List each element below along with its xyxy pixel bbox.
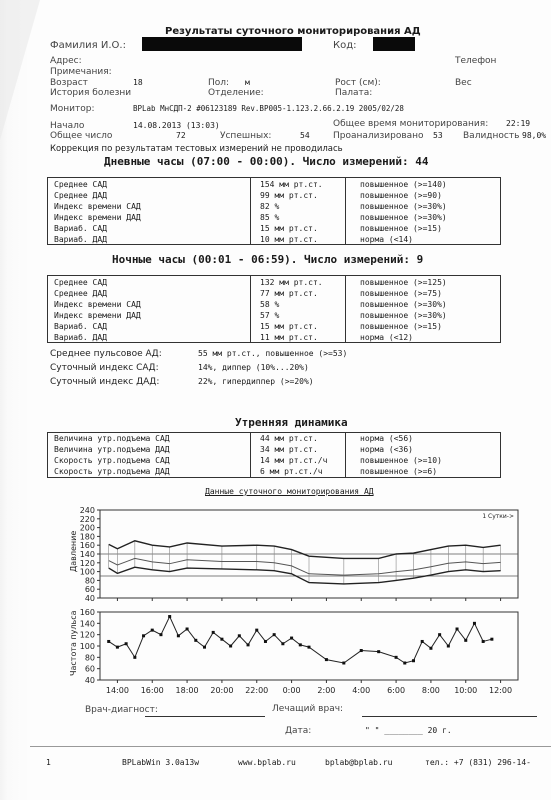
pulse-ytick-label: 60: [84, 664, 95, 674]
software-version: BPLabWin 3.0a13w: [122, 758, 200, 767]
date-template: " " ________ 20 г.: [365, 726, 452, 735]
pressure-ytick-label: 100: [79, 567, 95, 577]
pulse-point: [238, 634, 241, 637]
phone-label: Телефон: [455, 56, 497, 66]
day-row-status: повышенное (>=30%): [360, 202, 447, 211]
pulse-point: [412, 659, 415, 662]
pressure-series-1: [109, 567, 501, 584]
pressure-ytick-label: 120: [79, 558, 95, 568]
night-row-value: 58 %: [260, 300, 280, 309]
morning-row-value: 44 мм рт.ст.: [260, 434, 318, 443]
pulse-point: [325, 658, 328, 661]
x-tick-label: 0:00: [282, 686, 301, 695]
night-row-status: норма (<12): [360, 333, 413, 342]
chart-legend: 1 Сутки->: [482, 513, 514, 520]
pulse-point: [203, 646, 206, 649]
x-tick-label: 6:00: [387, 686, 406, 695]
pulse-ytick-label: 40: [84, 676, 95, 685]
morning-row-status: норма (<56): [360, 434, 413, 443]
doctor-sign-line: [145, 716, 265, 717]
correction-note: Коррекция по результатам тестовых измерений не проводилась: [50, 144, 343, 154]
day-row-status: норма (<14): [360, 235, 413, 244]
age-label: Возраст: [50, 78, 88, 88]
pressure-ytick-label: 60: [84, 585, 95, 595]
daily-index-dad-label: Суточный индекс ДАД:: [50, 377, 160, 387]
pulse-point: [360, 649, 363, 652]
day-divider-1: [250, 177, 251, 244]
daily-index-sad-value: 14%, диппер (10%...20%): [198, 363, 309, 372]
pulse-point: [395, 656, 398, 659]
morning-divider-2: [345, 432, 346, 477]
page-fold-shadow: [0, 0, 40, 140]
validity-value: 98,0%: [522, 131, 547, 140]
night-row-name: Вариаб. САД: [54, 322, 107, 331]
pulse-point: [194, 639, 197, 642]
night-row-value: 77 мм рт.ст.: [260, 289, 318, 298]
report-title: Результаты суточного мониторирования АД: [165, 26, 421, 37]
night-row-status: повышенное (>=30%): [360, 311, 447, 320]
pulse-point: [186, 628, 189, 631]
total-time-value: 22:19: [506, 119, 531, 128]
night-row-name: Вариаб. ДАД: [54, 333, 107, 342]
pulse-point: [133, 656, 136, 659]
sex-value: м: [245, 78, 250, 87]
page-number: 1: [46, 758, 51, 767]
daily-index-dad-value: 22%, гипердиппер (>=20%): [198, 377, 314, 386]
monitor-value: BPLab МнСДП-2 #06123189 Rev.BP005-1.123.2.66.2.19 2005/02/28: [133, 104, 404, 113]
analyzed-label: Проанализировано: [333, 131, 424, 141]
weight-label: Вес: [455, 78, 472, 88]
day-row-status: повышенное (>=15): [360, 224, 442, 233]
day-row-name: Вариаб. ДАД: [54, 235, 107, 244]
pulse-point: [447, 645, 450, 648]
night-row-status: повышенное (>=125): [360, 278, 447, 287]
morning-row-name: Скорость утр.подъема САД: [54, 456, 170, 465]
morning-row-value: 6 мм рт.ст./ч: [260, 467, 323, 476]
pulse-point: [220, 638, 223, 641]
pulse-point: [342, 662, 345, 665]
date-label: Дата:: [285, 726, 312, 736]
night-divider-1: [250, 275, 251, 342]
phone-text: тел.: +7 (831) 296-14-: [425, 758, 531, 767]
morning-row-status: повышенное (>=6): [360, 467, 438, 476]
pulse-point: [177, 634, 180, 637]
pulse-point: [490, 638, 493, 641]
redacted-code: [373, 37, 415, 51]
day-row-value: 154 мм рт.ст.: [260, 180, 323, 189]
pulse-point: [299, 643, 302, 646]
daily-index-sad-label: Суточный индекс САД:: [50, 363, 159, 373]
night-row-name: Среднее ДАД: [54, 289, 107, 298]
total-time-label: Общее время мониторирования:: [333, 119, 489, 129]
pulse-point: [290, 637, 293, 640]
pulse-point: [281, 642, 284, 645]
night-divider-2: [345, 275, 346, 342]
day-row-name: Среднее САД: [54, 180, 107, 189]
x-tick-label: 20:00: [210, 686, 234, 695]
pulse-point: [456, 628, 459, 631]
day-row-name: Индекс времени САД: [54, 202, 141, 211]
pulse-point: [247, 643, 250, 646]
notes-label: Примечания:: [50, 67, 112, 77]
pulse-point: [229, 645, 232, 648]
night-row-value: 11 мм рт.ст.: [260, 333, 318, 342]
x-tick-label: 16:00: [140, 686, 164, 695]
pressure-ytick-label: 180: [79, 532, 95, 542]
morning-row-name: Величина утр.подъема САД: [54, 434, 170, 443]
total-count-value: 72: [176, 131, 186, 140]
x-tick-label: 8:00: [421, 686, 440, 695]
footer-divider: [30, 746, 551, 747]
day-row-value: 85 %: [260, 213, 280, 222]
night-row-value: 132 мм рт.ст.: [260, 278, 323, 287]
day-row-status: повышенное (>=30%): [360, 213, 447, 222]
night-row-status: повышенное (>=75): [360, 289, 442, 298]
pulse-point: [116, 646, 119, 649]
analyzed-value: 53: [433, 131, 443, 140]
redacted-name: [142, 37, 302, 51]
day-row-name: Индекс времени ДАД: [54, 213, 141, 222]
total-count-label: Общее число: [50, 131, 113, 141]
department-label: Отделение:: [208, 88, 264, 98]
sex-label: Пол:: [208, 78, 230, 88]
pressure-ytick-label: 140: [79, 550, 95, 559]
pulse-ytick-label: 120: [79, 630, 95, 640]
day-row-value: 99 мм рт.ст.: [260, 191, 318, 200]
validity-label: Валидность: [463, 131, 520, 141]
morning-row-status: повышенное (>=10): [360, 456, 442, 465]
pressure-ytick-label: 220: [79, 514, 95, 524]
night-row-status: повышенное (>=30%): [360, 300, 447, 309]
pressure-ytick-label: 240: [79, 506, 95, 515]
x-tick-label: 14:00: [105, 686, 129, 695]
pulse-point: [151, 629, 154, 632]
chart-title: Данные суточного мониторирования АД: [205, 487, 374, 496]
night-row-value: 57 %: [260, 311, 280, 320]
pulse-point: [308, 646, 311, 649]
x-tick-label: 2:00: [317, 686, 336, 695]
pulse-point: [377, 650, 380, 653]
attending-label: Лечащий врач:: [272, 704, 344, 714]
night-row-status: повышенное (>=15): [360, 322, 442, 331]
pulse-point: [273, 633, 276, 636]
pulse-point: [255, 629, 258, 632]
pulse-point: [403, 662, 406, 665]
day-row-value: 82 %: [260, 202, 280, 211]
pulse-point: [125, 642, 128, 645]
pressure-ytick-label: 40: [84, 594, 95, 603]
pulse-point: [421, 640, 424, 643]
pressure-ylabel: Давление: [69, 530, 78, 572]
pulse-point: [212, 631, 215, 634]
morning-row-name: Скорость утр.подъема ДАД: [54, 467, 170, 476]
morning-section-title: Утренняя динамика: [235, 416, 348, 429]
day-row-value: 15 мм рт.ст.: [260, 224, 318, 233]
day-row-status: повышенное (>=90): [360, 191, 442, 200]
day-section-title: Дневные часы (07:00 - 00:00). Число измерений: 44: [104, 155, 429, 168]
pulse-point: [142, 634, 145, 637]
pulse-ytick-label: 160: [79, 608, 95, 617]
pulse-point: [438, 633, 441, 636]
start-value: 14.08.2013 (13:03): [133, 121, 220, 130]
day-row-value: 10 мм рт.ст.: [260, 235, 318, 244]
pressure-series-0: [109, 541, 501, 559]
code-label: Код:: [333, 40, 357, 51]
pulse-line: [109, 617, 492, 663]
morning-row-value: 34 мм рт.ст.: [260, 445, 318, 454]
doctor-label: Врач-диагност:: [85, 705, 158, 715]
day-row-name: Среднее ДАД: [54, 191, 107, 200]
pulse-ylabel: Частота пульса: [69, 610, 78, 676]
attending-sign-line: [362, 716, 537, 717]
night-row-name: Среднее САД: [54, 278, 107, 287]
pulse-point: [264, 640, 267, 643]
day-row-name: Вариаб. САД: [54, 224, 107, 233]
pulse-point: [482, 640, 485, 643]
pulse-point: [107, 640, 110, 643]
monitor-label: Монитор:: [50, 104, 95, 114]
x-tick-label: 12:00: [489, 686, 513, 695]
success-label: Успешных:: [220, 131, 272, 141]
pulse-point: [159, 633, 162, 636]
pulse-point: [429, 647, 432, 650]
morning-row-name: Величина утр.подъема ДАД: [54, 445, 170, 454]
surname-label: Фамилия И.О.:: [50, 40, 126, 51]
pulse-ytick-label: 100: [79, 642, 95, 651]
x-tick-label: 4:00: [352, 686, 371, 695]
monitoring-chart: [0, 500, 551, 720]
pulse-point: [168, 615, 171, 618]
pulse-point: [473, 622, 476, 625]
night-section-title: Ночные часы (00:01 - 06:59). Число измерений: 9: [112, 253, 424, 266]
history-label: История болезни: [50, 88, 132, 98]
pressure-ytick-label: 200: [79, 523, 95, 533]
success-value: 54: [300, 131, 310, 140]
pulse-pressure-label: Среднее пульсовое АД:: [50, 349, 162, 359]
day-row-status: повышенное (>=140): [360, 180, 447, 189]
night-row-name: Индекс времени САД: [54, 300, 141, 309]
x-tick-label: 22:00: [245, 686, 269, 695]
x-tick-label: 18:00: [175, 686, 199, 695]
day-divider-2: [345, 177, 346, 244]
age-value: 18: [133, 78, 143, 87]
height-label: Рост (см):: [335, 78, 381, 88]
pulse-ytick-label: 80: [84, 653, 95, 663]
morning-row-value: 14 мм рт.ст./ч: [260, 456, 328, 465]
pressure-ytick-label: 80: [84, 576, 95, 586]
night-row-value: 15 мм рт.ст.: [260, 322, 318, 331]
morning-divider-1: [250, 432, 251, 477]
pulse-pressure-value: 55 мм рт.ст., повышенное (>=53): [198, 349, 348, 358]
address-label: Адрес:: [50, 56, 82, 66]
night-row-name: Индекс времени ДАД: [54, 311, 141, 320]
pulse-ytick-label: 140: [79, 619, 95, 629]
website-link: www.bplab.ru: [238, 758, 296, 767]
ward-label: Палата:: [335, 88, 373, 98]
morning-row-status: норма (<36): [360, 445, 413, 454]
pulse-point: [464, 639, 467, 642]
email-link: bplab@bplab.ru: [325, 758, 393, 767]
pressure-ytick-label: 160: [79, 541, 95, 551]
start-label: Начало: [50, 121, 85, 131]
x-tick-label: 10:00: [454, 686, 478, 695]
